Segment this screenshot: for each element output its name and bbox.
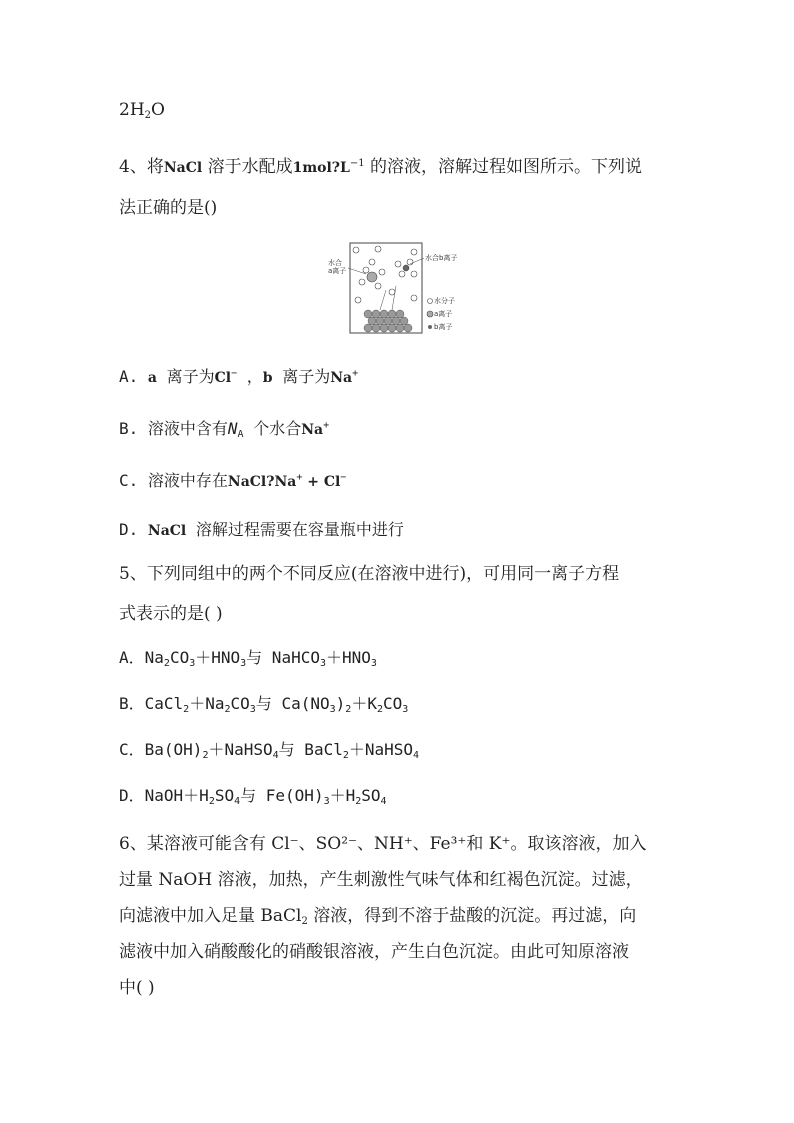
subscript: 3 [329,704,336,715]
text: 与 Fe(OH) [240,786,324,805]
subscript: 2 [301,916,308,927]
text: 离子为 [272,367,331,386]
text: C．Ba(OH) [119,740,203,759]
superscript: + [323,420,330,431]
subscript: 3 [189,658,196,669]
subscript: 2 [376,704,383,715]
formula: b [262,370,273,386]
q5-stem-line-2: 式表示的是( ) [119,604,223,624]
text: 个水合 [243,419,302,438]
superscript: − [231,368,238,379]
water-molecules [353,246,417,303]
legend-water-icon [428,299,433,304]
left-label-2: a离子 [328,267,347,275]
subscript: 2 [345,704,352,715]
text: 与 NaHCO [246,648,320,667]
q4-stem-line-2: 法正确的是() [119,198,218,218]
text: ＋Na [189,694,225,713]
q4-option-d [119,518,404,543]
subscript: 4 [380,796,387,807]
text: 离子为 [156,367,215,386]
q6-line-2: 过量 NaOH 溶液，加热，产生刺激性气味气体和红褐色沉淀。过滤， [119,870,643,890]
q4-stem-line-1 [119,152,642,180]
subscript: 3 [319,658,327,669]
text: ＋NaHSO [208,740,273,759]
hydrated-a-ion [367,272,377,282]
hydrated-b-ion [403,265,409,271]
subscript: 4 [413,750,420,761]
formula: a [147,370,157,386]
text: A．Na [119,648,164,667]
text: CO [169,648,190,667]
q5-option-d [119,784,387,814]
formula: N [227,419,238,438]
subscript: 2 [208,796,215,807]
subscript: 2 [163,658,170,669]
q5-option-c [119,738,419,768]
superscript: + [352,368,359,379]
subscript: 4 [272,750,279,761]
text: ＋H [329,786,356,805]
text: 2H [119,100,145,120]
text: B．CaCl [119,694,184,713]
subscript: 2 [183,704,190,715]
text: ＋HNO [195,648,241,667]
formula: 1mol?L [292,160,350,176]
left-label-1: 水合 [328,259,342,267]
q6-line-5: 中( ) [119,978,155,998]
subscript: 3 [323,796,330,807]
q4-option-a [119,362,358,390]
superscript: −1 [349,158,365,169]
formula: NaCl?Na [227,474,297,490]
text: ＋NaHSO [348,740,414,759]
formula: NaCl [163,160,203,176]
text: ＋K [351,694,377,713]
text: ) [335,694,346,713]
formula: Na [330,370,353,386]
text: 的溶液，溶解过程如图所示。下列说 [364,157,642,177]
q6-line-1: 6、某溶液可能含有 Cl⁻、SO²⁻、NH⁺、Fe³⁺和 K⁺。取该溶液，加入 [119,834,647,854]
text: A. [119,367,148,386]
legend-b-icon [428,325,432,329]
formula: Na [301,422,324,438]
q6-line-4: 滤液中加入硝酸酸化的硝酸银溶液，产生白色沉淀。由此可知原溶液 [119,942,629,962]
subscript: 2 [224,704,231,715]
q5-option-a [119,646,377,676]
subscript: 2 [355,796,362,807]
text: D. [119,520,148,539]
dissolution-figure [326,240,466,336]
text: 与 Ca(NO [255,694,330,713]
text: SO [214,786,235,805]
text: 溶于水配成 [202,157,293,177]
q4-option-b [119,414,329,447]
subscript: 3 [370,658,377,669]
q6-line-3 [119,904,636,934]
subscript: 2 [144,110,152,121]
continued-formula [119,98,165,128]
text: O [151,100,165,120]
legend-a: a离子 [434,310,453,318]
subscript: 3 [402,704,409,715]
crystal-pile [364,310,412,332]
superscript: + [296,472,303,483]
text: CO [383,694,403,713]
formula: NaCl [147,523,187,539]
text: 溶解过程需要在容量瓶中进行 [186,520,404,539]
subscript: A [237,429,244,440]
q5-stem-line-1: 5、下列同组中的两个不同反应(在溶液中进行)，可用同一离子方程 [119,564,620,584]
superscript: − [340,472,347,483]
subscript: 2 [342,750,349,761]
subscript: 2 [202,750,209,761]
text: B. 溶液中含有 [119,419,228,438]
text: D．NaOH＋H [119,786,209,805]
text: CO [230,694,250,713]
text: SO [361,786,381,805]
text: 4、将 [119,157,164,177]
right-label: 水合b离子 [425,254,458,262]
subscript: 4 [234,796,241,807]
text: 溶液，得到不溶于盐酸的沉淀。再过滤，向 [307,906,637,926]
legend-water: 水分子 [434,297,455,305]
q4-option-c [119,466,346,494]
subscript: 3 [249,704,256,715]
legend-a-icon [427,311,433,317]
text: 与 BaCl [278,740,343,759]
formula: Cl [214,370,232,386]
text: C. 溶液中存在 [119,471,228,490]
legend-b: b离子 [434,323,453,331]
text: ， [237,367,263,386]
subscript: 3 [240,658,247,669]
formula: + Cl [302,474,341,490]
q5-option-b [119,692,408,722]
text: ＋HNO [326,648,371,667]
text: 向滤液中加入足量 BaCl [119,906,302,926]
